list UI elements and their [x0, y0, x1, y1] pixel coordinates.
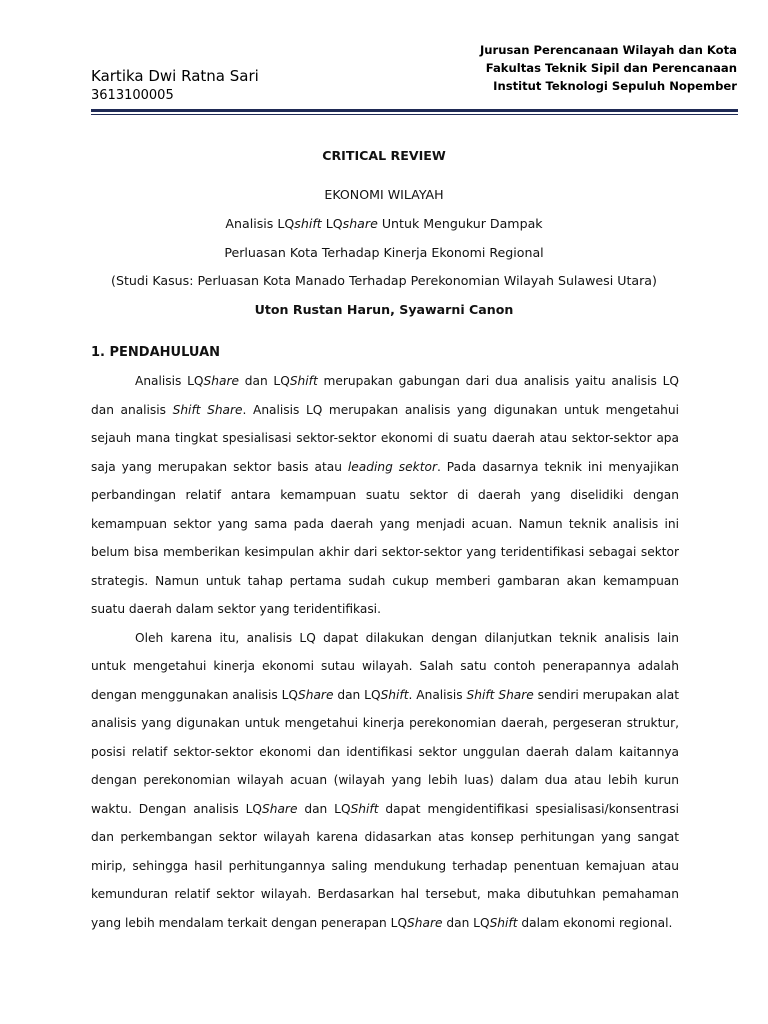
header-rule-thin: [91, 114, 738, 115]
department-name: Jurusan Perencanaan Wilayah dan Kota: [479, 43, 737, 57]
title-text: Analisis LQ: [225, 216, 295, 231]
italic-run: Shift: [380, 687, 409, 702]
paragraph-1: [91, 367, 679, 624]
doc-type-heading: CRITICAL REVIEW: [322, 148, 446, 163]
faculty-name: Fakultas Teknik Sipil dan Perencanaan: [485, 61, 737, 75]
italic-run: leading sektor: [347, 459, 437, 474]
paper-authors: Uton Rustan Harun, Syawarni Canon: [254, 302, 514, 317]
student-id: 3613100005: [91, 88, 174, 103]
italic-run: Shift: [489, 915, 518, 930]
paper-title-line-1: [0, 216, 768, 231]
institution-block: [480, 41, 737, 95]
author-block: [91, 66, 259, 105]
title-text: Untuk Mengukur Dampak: [377, 216, 543, 231]
text-run: dan LQ: [297, 801, 351, 816]
paragraph-2: [91, 624, 679, 938]
text-run: . Pada dasarnya teknik ini menyajikan perbandingan relatif antara kemampuan suatu sektor di daerah yang diselidiki dengan kemampuan sektor yang sama pada daerah yang menjadi acuan. Namun teknik analisis ini belum bisa memberikan kesimpulan akhir dari sektor-sektor yang teridentifikasi sebagai sektor strategis. Namun untuk tahap pertama sudah cukup memberi gambaran akan kemampuan suatu daerah dalam sektor yang teridentifikasi.: [91, 459, 679, 616]
italic-run: Shift: [350, 801, 379, 816]
author-name: Kartika Dwi Ratna Sari: [91, 67, 259, 85]
text-run: dapat mengidentifikasi spesialisasi/konsentrasi dan perkembangan sektor wilayah karena didasarkan atas konsep perhitungan yang sangat mirip, sehingga hasil perhitungannya saling mendukung terhadap penentuan kemajuan atau kemunduran relatif sektor wilayah. Berdasarkan hal tersebut, maka dibutuhkan pemahaman yang lebih mendalam terkait dengan penerapan LQ: [91, 801, 680, 930]
section-heading: 1. PENDAHULUAN: [91, 345, 221, 360]
title-italic: share: [342, 216, 378, 231]
case-study-line: (Studi Kasus: Perluasan Kota Manado Terhadap Perekonomian Wilayah Sulawesi Utara): [111, 273, 657, 288]
university-name: Institut Teknologi Sepuluh Nopember: [493, 79, 737, 93]
text-run: dalam ekonomi regional.: [517, 915, 673, 930]
italic-run: Share: [298, 687, 334, 702]
course-name: EKONOMI WILAYAH: [324, 187, 444, 202]
italic-run: Shift Share: [172, 402, 243, 417]
italic-run: Share: [203, 374, 239, 388]
text-run: sendiri merupakan alat analisis yang digunakan untuk mengetahui kinerja perekonomian daerah, pergeseran struktur, posisi relatif sektor-sektor ekonomi dan identifikasi sektor unggulan daerah dalam kaitannya dengan perekonomian wilayah acuan (wilayah yang lebih luas) dalam dua atau lebih kurun waktu. Dengan analisis LQ: [91, 687, 679, 816]
text-run: dan LQ: [238, 374, 290, 388]
section-body: [91, 367, 679, 937]
text-run: Oleh karena itu, analisis LQ dapat dilakukan dengan dilanjutkan teknik analisis lain untuk mengetahui kinerja ekonomi sutau wilayah. Salah satu contoh penerapannya adalah dengan menggunakan analisis LQ: [91, 630, 679, 702]
text-run: . Analisis LQ merupakan analisis yang digunakan untuk mengetahui sejauh mana tingkat spesialisasi sektor-sektor ekonomi di suatu daerah atau sektor-sektor apa saja yang merupakan sektor basis atau: [91, 402, 679, 474]
italic-run: Shift Share: [466, 687, 534, 702]
italic-run: Share: [407, 915, 443, 930]
title-italic: shift: [294, 216, 322, 231]
text-run: dan LQ: [333, 687, 381, 702]
text-run: merupakan gabungan dari dua analisis yaitu analisis LQ dan analisis: [91, 374, 679, 417]
text-run: dan LQ: [442, 915, 490, 930]
italic-run: Share: [262, 801, 298, 816]
title-text: LQ: [321, 216, 343, 231]
header-rule-thick: [91, 109, 738, 112]
paper-title-line-2: Perluasan Kota Terhadap Kinerja Ekonomi Regional: [224, 245, 544, 260]
text-run: . Analisis: [408, 687, 467, 702]
italic-run: Shift: [289, 374, 318, 388]
text-run: Analisis LQ: [135, 374, 204, 388]
